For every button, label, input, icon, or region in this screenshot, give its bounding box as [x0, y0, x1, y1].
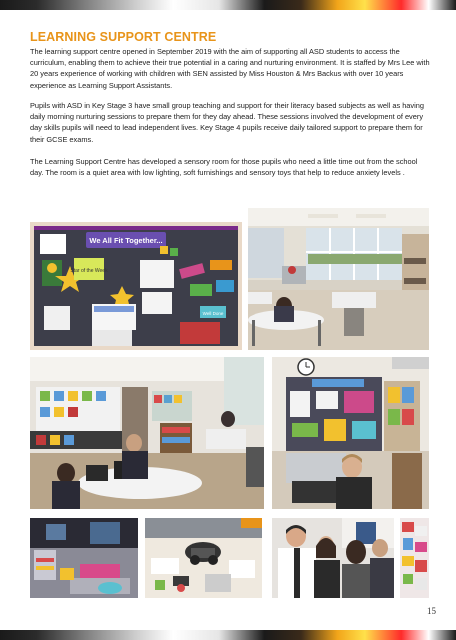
sensory-room-photo: [30, 518, 138, 598]
key-stage-paragraph: Pupils with ASD in Key Stage 3 have small group teaching and support for their literacy based subjects as well as having daily morning nurturing sessions to prepare them for they day ahead. These sessions involved the development of every day skills pupils will need to lead independent lives. Key Stage 4 pupils receive daily tailored support to prepare them for their GCSE exams.: [30, 101, 424, 144]
staff-photo: [272, 518, 394, 598]
sensory-room-paragraph: The Learning Support Centre has developed a sensory room for those pupils who need a little time out from the school day. The room is a quiet area with low lighting, soft furnishings and sensory toys that help to reduce anxiety levels .: [30, 157, 418, 178]
pupil-laptop-photo: [272, 357, 429, 509]
computer-room-photo: [30, 357, 264, 509]
top-decorative-band: [0, 0, 456, 10]
well-done-sign: Well Done: [202, 311, 224, 316]
bottom-decorative-band: [0, 630, 456, 640]
classroom-photo: [248, 208, 429, 350]
page-number: 15: [427, 606, 436, 616]
display-board-photo: [30, 222, 242, 350]
display-board-banner: We All Fit Together...: [89, 236, 163, 245]
page-title: LEARNING SUPPORT CENTRE: [30, 30, 217, 44]
robot-kit-photo: [145, 518, 262, 598]
star-of-week-sign: Star of the Week: [70, 268, 108, 274]
intro-paragraph: The learning support centre opened in September 2019 with the aim of supporting all ASD students to access the curriculum, enabling them to achieve their true potential in a caring and nurturing environment. It is staffed by Mrs Lee with 20 years experience of working with children with SEN assisted by Miss Houston & Mrs Backus with over 10 years experience as Learning Support Assistants.: [30, 47, 430, 90]
posters-photo: [400, 518, 429, 598]
